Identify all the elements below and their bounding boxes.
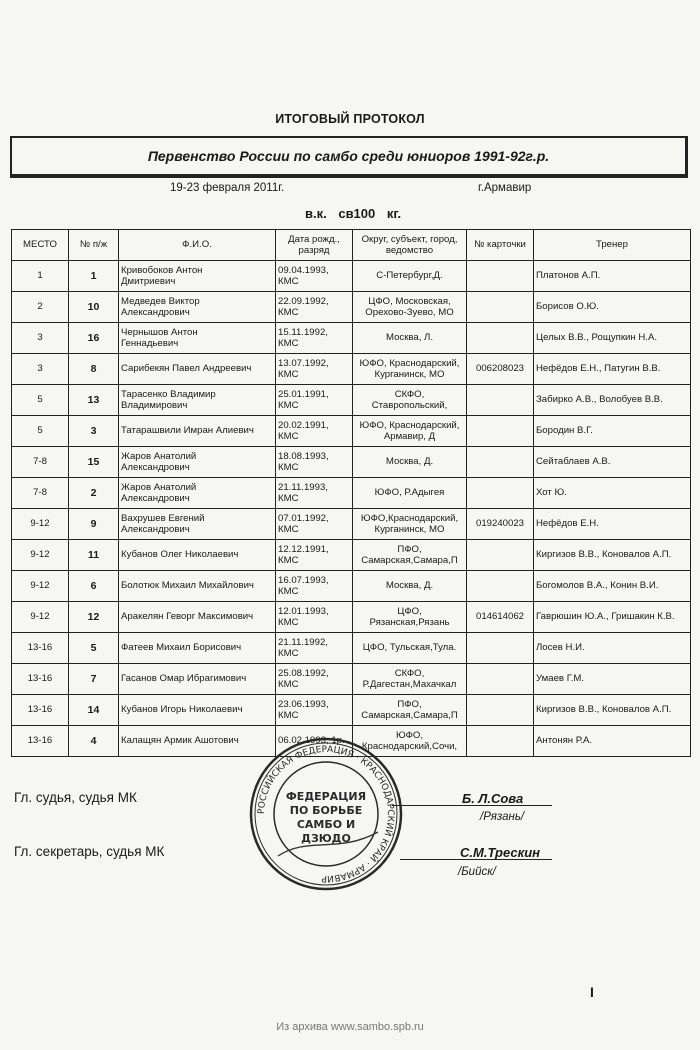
table-row [12,354,691,385]
sport-rank: КМС [278,369,299,380]
place-cell: 7-8 [12,478,69,509]
athlete-name-line2: Александрович [121,307,190,318]
region-line2: Рязанская,Рязань [369,617,450,628]
athlete-name-line1: Чернышов Антон [121,326,198,338]
region-line1: ЮФО,Краснодарский, [360,512,459,524]
region-line2: Армавир, Д [383,431,436,442]
chief-secretary-label: Гл. секретарь, судья МК [14,844,165,859]
region-cell [353,478,467,509]
athlete-name-cell [119,385,276,416]
draw-number-cell: 6 [69,571,119,602]
draw-number-cell: 16 [69,323,119,354]
athlete-name-line2: Александрович [121,462,190,473]
sport-rank: КМС [278,586,299,597]
sport-rank: КМС [278,400,299,411]
coach-cell: Киргизов В.В., Коновалов А.П. [534,540,691,571]
place-cell: 5 [12,385,69,416]
birth-date-cell [276,292,353,323]
stamp-line-4: ДЗЮДО [301,832,351,845]
table-row [12,664,691,695]
region-line1: Москва, Л. [385,332,434,344]
sport-rank: КМС [278,462,299,473]
sport-rank: КМС [278,276,299,287]
athlete-name-line1: Татарашвили Имран Алиевич [121,425,254,437]
athlete-name-cell [119,261,276,292]
card-number-cell [467,478,534,509]
birth-date-cell [276,509,353,540]
athlete-name-line1: Гасанов Омар Ибрагимович [121,673,247,685]
athlete-name-line1: Медведев Виктор [121,295,200,307]
coach-cell: Платонов А.П. [534,261,691,292]
card-number-cell: 014614062 [467,602,534,633]
draw-number-cell: 1 [69,261,119,292]
place-cell: 9-12 [12,602,69,633]
place-cell: 1 [12,261,69,292]
region-line1: ЦФО, Московская, [368,295,451,307]
region-line1: СКФО, [394,388,425,400]
athlete-name-line2: Владимирович [121,400,188,411]
sport-rank: КМС [278,524,299,535]
region-line2: Р.Дагестан,Махачкал [362,679,457,690]
birth-date-cell [276,447,353,478]
birth-date: 12.12.1991, [278,543,329,555]
card-number-cell [467,540,534,571]
archive-footer: Из архива www.sambo.spb.ru [276,1021,424,1033]
draw-number-cell: 3 [69,416,119,447]
chief-secretary-city: /Бийск/ [458,866,496,878]
athlete-name-cell [119,323,276,354]
birth-date-cell [276,416,353,447]
athlete-name-cell [119,540,276,571]
birth-date: 20.02.1991, [278,419,329,431]
birth-date: 25.01.1991, [278,388,329,400]
sport-rank: КМС [278,617,299,628]
region-line1: ЮФО, [395,729,424,741]
region-line1: ПФО, [397,698,422,710]
birth-date-cell [276,385,353,416]
birth-date: 21.11.1993, [278,481,328,493]
sport-rank: КМС [278,431,299,442]
coach-cell: Лосев Н.И. [534,633,691,664]
region-line2: Курганинск, МО [374,524,445,535]
birth-date-cell [276,261,353,292]
sport-rank: КМС [278,679,299,690]
athlete-name-cell [119,571,276,602]
table-row [12,695,691,726]
region-cell [353,509,467,540]
draw-number-cell: 11 [69,540,119,571]
region-line2: Курганинск, МО [374,369,445,380]
region-cell [353,602,467,633]
coach-cell: Целых В.В., Рощупкин Н.А. [534,323,691,354]
coach-cell: Забирко А.В., Волобуев В.В. [534,385,691,416]
birth-date: 06.02.1993, 1р. [278,735,345,747]
birth-date: 21.11.1992, [278,636,328,648]
draw-number-cell: 15 [69,447,119,478]
draw-number-cell: 8 [69,354,119,385]
table-row [12,509,691,540]
coach-cell: Сейтаблаев А.В. [534,447,691,478]
draw-number-cell: 9 [69,509,119,540]
athlete-name-line1: Жаров Анатолий [121,450,197,462]
card-number-cell [467,664,534,695]
coach-cell: Нефёдов Е.Н., Патугин В.В. [534,354,691,385]
place-cell: 9-12 [12,540,69,571]
region-cell [353,695,467,726]
region-cell [353,447,467,478]
draw-number-cell: 5 [69,633,119,664]
birth-date-cell [276,633,353,664]
table-row [12,385,691,416]
competition-title-box [10,136,688,178]
athlete-name-cell [119,292,276,323]
birth-date-cell [276,540,353,571]
stamp-line-1: ФЕДЕРАЦИЯ [285,790,367,803]
competition-title: Первенство России по самбо среди юниоров 1991-92г.р. [147,148,550,164]
place-cell: 7-8 [12,447,69,478]
athlete-name-cell [119,695,276,726]
draw-number-cell: 13 [69,385,119,416]
coach-cell: Хот Ю. [534,478,691,509]
weight-class: в.к. св100 кг. [305,206,402,221]
region-line2: Самарская,Самара,П [361,710,458,721]
place-cell: 2 [12,292,69,323]
table-row [12,571,691,602]
athlete-name-line1: Калащян Армик Ашотович [121,735,239,747]
athlete-name-line2: Александрович [121,493,190,504]
birth-date: 12.01.1993, [278,605,329,617]
place-cell: 5 [12,416,69,447]
region-cell [353,664,467,695]
sport-rank: КМС [278,710,299,721]
event-dates: 19-23 февраля 2011г. [170,182,285,194]
athlete-name-line1: Жаров Анатолий [121,481,197,493]
page-mark: I [590,984,594,1000]
sport-rank: КМС [278,493,299,504]
table-row [12,261,691,292]
region-line2: Ставропольский, [371,400,448,411]
athlete-name-cell [119,664,276,695]
birth-date-cell [276,323,353,354]
athlete-name-cell [119,447,276,478]
table-row [12,323,691,354]
coach-cell: Умаев Г.М. [534,664,691,695]
region-line1: СКФО, [394,667,425,679]
coach-cell: Антонян Р.А. [534,726,691,757]
sport-rank: КМС [278,555,299,566]
athlete-name-line1: Кривобоков Антон [121,264,203,276]
birth-date: 15.11.1992, [278,326,328,338]
birth-date: 07.01.1992, [278,512,329,524]
region-line2: Краснодарский,Сочи, [361,741,458,752]
region-line1: ЦФО, Тульская,Тула. [362,642,457,654]
place-cell: 9-12 [12,509,69,540]
draw-number-cell: 12 [69,602,119,633]
region-cell [353,323,467,354]
athlete-name-cell [119,602,276,633]
athlete-name-cell [119,633,276,664]
region-line1: Москва, Д. [385,456,434,468]
table-row [12,540,691,571]
card-number-cell [467,261,534,292]
place-cell: 13-16 [12,726,69,757]
card-number-cell [467,447,534,478]
stamp-line-3: САМБО И [296,818,356,831]
birth-date: 13.07.1992, [278,357,329,369]
event-city: г.Армавир [478,182,532,194]
card-number-cell [467,416,534,447]
coach-cell: Нефёдов Е.Н. [534,509,691,540]
birth-date: 16.07.1993, [278,574,329,586]
region-cell [353,540,467,571]
region-cell [353,416,467,447]
table-row [12,292,691,323]
federation-stamp [248,736,404,892]
birth-date: 18.08.1993, [278,450,329,462]
place-cell: 3 [12,323,69,354]
athlete-name-line2: Геннадьевич [121,338,179,349]
athlete-name-line1: Аракелян Геворг Максимович [121,611,254,623]
athlete-name-line1: Тарасенко Владимир [121,388,216,400]
athlete-name-line1: Вахрушев Евгений [121,512,205,524]
col-date-header: Дата рожд., разряд [276,230,353,261]
region-cell [353,354,467,385]
birth-date-cell [276,571,353,602]
athlete-name-line1: Сарибекян Павел Андреевич [121,363,252,375]
region-cell [353,385,467,416]
athlete-name-cell [119,416,276,447]
coach-cell: Киргизов В.В., Коновалов А.П. [534,695,691,726]
table-row [12,447,691,478]
region-cell [353,633,467,664]
birth-date-cell [276,664,353,695]
stamp-outer-text: РОССИЙСКАЯ ФЕДЕРАЦИЯ · КРАСНОДАРСКИЙ КРАЙ · АРМАВИР [256,744,396,884]
place-cell: 9-12 [12,571,69,602]
chief-judge-label: Гл. судья, судья МК [14,790,137,805]
document-title: ИТОГОВЫЙ ПРОТОКОЛ [275,112,425,126]
coach-cell: Богомолов В.А., Конин В.И. [534,571,691,602]
birth-date-cell [276,602,353,633]
col-place-header: МЕСТО [12,230,69,261]
results-table [11,229,691,757]
card-number-cell [467,633,534,664]
col-coach-header: Тренер [534,230,691,261]
athlete-name-cell [119,478,276,509]
card-number-cell [467,292,534,323]
athlete-name-line1: Фатеев Михаил Борисович [121,642,242,654]
place-cell: 3 [12,354,69,385]
birth-date: 23.06.1993, [278,698,329,710]
region-line1: ПФО, [397,543,422,555]
draw-number-cell: 2 [69,478,119,509]
coach-cell: Борисов О.Ю. [534,292,691,323]
table-row [12,602,691,633]
birth-date: 09.04.1993, [278,264,329,276]
col-card-header: № карточки [467,230,534,261]
region-cell [353,292,467,323]
region-line1: ЦФО, [397,605,422,617]
region-line1: ЮФО, Р.Адыгея [374,487,445,499]
draw-number-cell: 4 [69,726,119,757]
coach-cell: Бородин В.Г. [534,416,691,447]
card-number-cell [467,323,534,354]
sport-rank: КМС [278,648,299,659]
region-line1: Москва, Д. [385,580,434,592]
birth-date: 25.08.1992, [278,667,329,679]
birth-date-cell [276,695,353,726]
region-line2: Самарская,Самара,П [361,555,458,566]
card-number-cell [467,726,534,757]
table-row [12,416,691,447]
table-row [12,478,691,509]
card-number-cell: 019240023 [467,509,534,540]
region-line2: Орехово-Зуево, МО [365,307,454,318]
table-row [12,633,691,664]
place-cell: 13-16 [12,695,69,726]
chief-secretary-name: С.М.Трескин [460,845,540,860]
athlete-name-line2: Александрович [121,524,190,535]
region-cell [353,261,467,292]
athlete-name-cell [119,509,276,540]
place-cell: 13-16 [12,664,69,695]
birth-date-cell [276,478,353,509]
place-cell: 13-16 [12,633,69,664]
col-name-header: Ф.И.О. [119,230,276,261]
card-number-cell: 006208023 [467,354,534,385]
chief-judge-city: /Рязань/ [480,811,525,823]
chief-judge-name: Б. Л.Сова [462,791,524,806]
region-line1: ЮФО, Краснодарский, [359,357,460,369]
card-number-cell [467,571,534,602]
card-number-cell [467,385,534,416]
athlete-name-cell [119,354,276,385]
draw-number-cell: 10 [69,292,119,323]
col-num-header: № п/ж [69,230,119,261]
region-cell [353,571,467,602]
card-number-cell [467,695,534,726]
sport-rank: КМС [278,338,299,349]
table-body [12,261,691,757]
coach-cell: Гаврюшин Ю.А., Гришакин К.В. [534,602,691,633]
sport-rank: КМС [278,307,299,318]
athlete-name-line1: Болотюк Михаил Михайлович [121,580,254,592]
birth-date: 22.09.1992, [278,295,329,307]
table-header-row [12,230,691,261]
athlete-name-line2: Дмитриевич [121,276,176,287]
region-line1: С-Петербург,Д. [376,270,443,282]
draw-number-cell: 14 [69,695,119,726]
athlete-name-line1: Кубанов Олег Николаевич [121,549,239,561]
region-line1: ЮФО, Краснодарский, [359,419,460,431]
athlete-name-line1: Кубанов Игорь Николаевич [121,704,243,716]
stamp-line-2: ПО БОРЬБЕ [289,804,363,817]
draw-number-cell: 7 [69,664,119,695]
col-region-header: Округ, субъект, город, ведомство [353,230,467,261]
birth-date-cell [276,354,353,385]
